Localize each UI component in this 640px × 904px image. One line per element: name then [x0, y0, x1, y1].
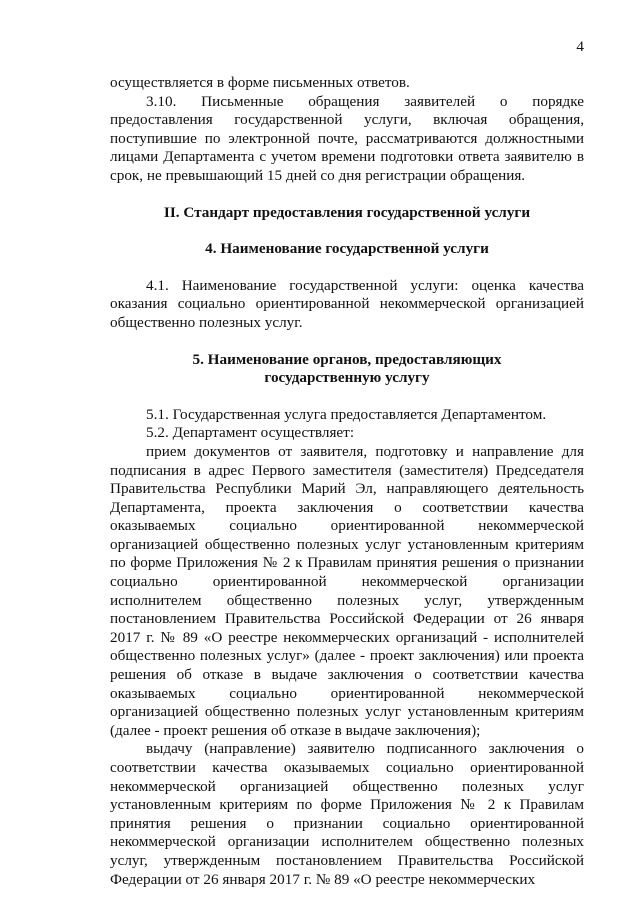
spacer	[110, 259, 584, 277]
heading-4: 4. Наименование государственной услуги	[205, 240, 489, 258]
spacer	[110, 333, 584, 351]
page-number: 4	[576, 38, 584, 55]
paragraph-4-1: 4.1. Наименование государственной услуги: оценка качества оказания социально ориентированной некоммерческой организацией общественно полезных услуг.	[110, 276, 584, 331]
spacer	[110, 388, 584, 406]
paragraph-3-10: 3.10. Письменные обращения заявителей о порядке предоставления государственной услуги, включая обращения, поступившие по электронной почте, рассматриваются должностными лицами Департамента с учетом времени подготовки ответа заявителю в срок, не превышающий 15 дней со дня регистрации обращения.	[110, 92, 584, 184]
spacer	[110, 186, 584, 204]
section-heading-ii: II. Стандарт предоставления государственной услуги	[163, 203, 531, 221]
heading-5-line2: государственную услугу	[264, 369, 430, 387]
paragraph-5-2-b: выдачу (направление) заявителю подписанного заключения о соответствии качества оказываемых социально ориентированной некоммерческой организацией общественно полезных услуг установленным критериям по форме Приложения № 2 к Правилам принятия решения о признании социально ориентированной некоммерческой организации исполнителем общественно полезных услуг, утвержденным постановлением Правительства Российской Федерации от 26 января 2017 г. № 89 «О реестре некоммерческих	[110, 740, 584, 888]
paragraph-continuation: осуществляется в форме письменных ответов.	[110, 74, 410, 91]
paragraph-5-2: 5.2. Департамент осуществляет:	[146, 424, 355, 442]
spacer	[110, 38, 584, 74]
spacer	[110, 222, 584, 240]
paragraph-5-1: 5.1. Государственная услуга предоставляется Департаментом.	[146, 405, 547, 423]
heading-5-line1: 5. Наименование органов, предоставляющих	[192, 350, 502, 368]
paragraph-5-2-a: прием документов от заявителя, подготовку и направление для подписания в адрес Первого заместителя (заместителя) Председателя Правительства Республики Марий Эл, направляющего деятельность Департамента, проекта заключения о соответствии качества оказываемых социально ориентированной некоммерческой организацией общественно полезных услуг установленным критериям по форме Приложения № 2 к Правилам принятия решения о признании социально ориентированной некоммерческой организации исполнителем общественно полезных услуг, утвержденным постановлением Правительства Российской Федерации от 26 января 2017 г. № 89 «О реестре некоммерческих организаций - исполнителей общественно полезных услуг» (далее - проект заключения) или проекта решения об отказе в выдаче заключения о соответствии качества оказываемых социально ориентированной некоммерческой организацией общественно полезных услуг установленным критериям (далее - проект решения об отказе в выдаче заключения);	[110, 442, 584, 739]
